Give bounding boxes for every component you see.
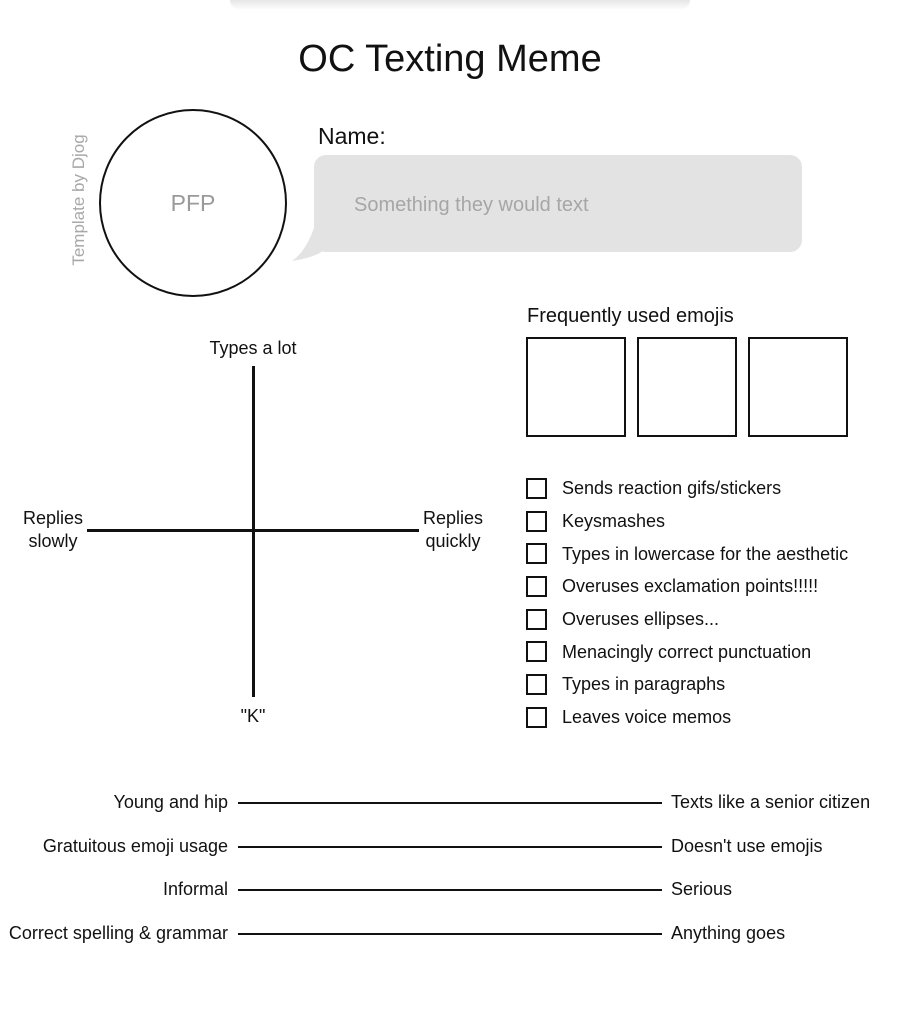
slider-row: [0, 789, 900, 815]
checklist-item-label: Menacingly correct punctuation: [562, 641, 812, 662]
slider-right-label: Serious: [671, 879, 733, 899]
checklist-item[interactable]: [526, 668, 896, 701]
quadrant-vertical-axis: [252, 366, 255, 697]
checkbox[interactable]: [526, 707, 547, 728]
slider-row: [0, 920, 900, 946]
quadrant-label-bottom: "K": [240, 706, 266, 726]
checklist-item[interactable]: [526, 635, 896, 668]
slider-right-label: Doesn't use emojis: [671, 836, 823, 856]
quadrant-label-right: [413, 507, 493, 553]
checkbox[interactable]: [526, 674, 547, 695]
slider-left-label: Gratuitous emoji usage: [42, 836, 228, 856]
slider-left-label: Correct spelling & grammar: [8, 923, 228, 943]
checklist-item[interactable]: [526, 472, 896, 505]
checklist-item[interactable]: [526, 537, 896, 570]
checklist-item[interactable]: [526, 505, 896, 538]
checklist-item[interactable]: [526, 570, 896, 603]
page-title: OC Texting Meme: [298, 38, 602, 80]
checklist-item-label: Keysmashes: [562, 511, 666, 532]
checkbox[interactable]: [526, 543, 547, 564]
slider-left-label: Informal: [162, 879, 228, 899]
emoji-section-title: Frequently used emojis: [527, 305, 734, 327]
quadrant-label-right-line1: Replies: [422, 508, 484, 528]
checklist-item[interactable]: [526, 603, 896, 636]
slider-track[interactable]: [238, 846, 662, 848]
name-label: Name:: [318, 123, 386, 149]
checkbox[interactable]: [526, 511, 547, 532]
checklist-item-label: Sends reaction gifs/stickers: [562, 478, 782, 499]
slider-right-label: Anything goes: [671, 923, 786, 943]
profile-picture-label: PFP: [170, 190, 216, 216]
slider-right-label: Texts like a senior citizen: [671, 792, 871, 812]
slider-row: [0, 833, 900, 859]
quadrant-label-left-line1: Replies: [22, 508, 84, 528]
emoji-slot-1[interactable]: [526, 337, 626, 437]
speech-bubble-placeholder: Something they would text: [354, 194, 589, 216]
quadrant-label-right-line2: quickly: [425, 531, 481, 551]
checklist-item-label: Types in lowercase for the aesthetic: [562, 543, 849, 564]
checklist-item[interactable]: [526, 701, 896, 734]
slider-left-label: Young and hip: [113, 792, 228, 812]
habits-checklist: [526, 472, 896, 734]
quadrant-label-left: [14, 507, 92, 553]
checklist-item-label: Leaves voice memos: [562, 707, 732, 728]
slider-track[interactable]: [238, 933, 662, 935]
checkbox[interactable]: [526, 576, 547, 597]
checklist-item-label: Overuses exclamation points!!!!!: [562, 576, 819, 597]
checkbox[interactable]: [526, 641, 547, 662]
checklist-item-label: Types in paragraphs: [562, 674, 726, 695]
quadrant-label-left-line2: slowly: [28, 531, 78, 551]
emoji-slot-3[interactable]: [748, 337, 848, 437]
top-edge-shadow: [230, 0, 690, 10]
checkbox[interactable]: [526, 478, 547, 499]
slider-track[interactable]: [238, 889, 662, 891]
checkbox[interactable]: [526, 609, 547, 630]
slider-track[interactable]: [238, 802, 662, 804]
quadrant-label-top: Types a lot: [209, 338, 297, 358]
slider-row: [0, 876, 900, 902]
template-credit: Template by Djog: [69, 134, 88, 266]
checklist-item-label: Overuses ellipses...: [562, 609, 720, 630]
emoji-slot-2[interactable]: [637, 337, 737, 437]
